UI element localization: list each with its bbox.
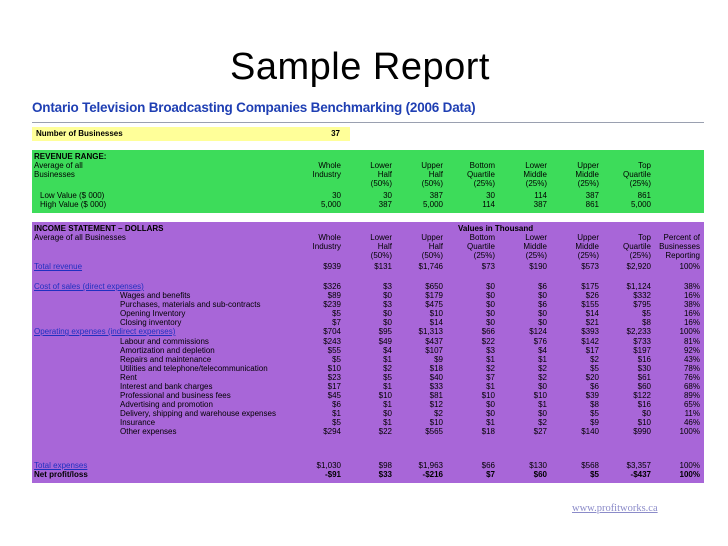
income-row-value: $179 (425, 291, 443, 300)
revenue-row-value: 114 (482, 200, 495, 209)
income-header-cell: (50%) (421, 251, 443, 260)
income-header-cell: Half (377, 242, 392, 251)
income-row-value: 81% (683, 337, 700, 346)
income-row-value: $0 (383, 409, 392, 418)
income-row-value: 100% (679, 427, 700, 436)
income-row-label: Closing inventory (120, 318, 182, 327)
income-row-value: $76 (533, 337, 547, 346)
income-row-value: $26 (585, 291, 599, 300)
income-row-label[interactable]: Total expenses (34, 461, 88, 470)
revenue-header-cell: (25%) (629, 179, 651, 188)
revenue-header-cell: Half (377, 170, 392, 179)
income-row-value: $21 (585, 318, 599, 327)
revenue-row-value: 114 (534, 191, 547, 200)
income-row-value: $142 (581, 337, 599, 346)
income-row-label: Professional and business fees (120, 391, 231, 400)
income-row-value: $393 (581, 327, 599, 336)
income-row-label: Wages and benefits (120, 291, 191, 300)
income-row-value: $2,920 (626, 262, 651, 271)
revenue-header-cell: Lower (525, 161, 547, 170)
income-row-label: Opening Inventory (120, 309, 186, 318)
income-row-value: $10 (429, 309, 443, 318)
income-header-cell: (25%) (473, 251, 495, 260)
income-row-value: $1 (538, 355, 547, 364)
income-row-value: $437 (425, 337, 443, 346)
income-row-value: $175 (581, 282, 599, 291)
income-row-value: $39 (585, 391, 599, 400)
income-values-in: Values in Thousand (458, 224, 534, 233)
income-header-cell: (25%) (629, 251, 651, 260)
income-row-value: $3 (383, 282, 392, 291)
income-row-value: $332 (633, 291, 651, 300)
income-row-label: Other expenses (120, 427, 177, 436)
income-row-value: $1 (383, 418, 392, 427)
revenue-range-sub1: Average of all (34, 161, 83, 170)
income-row-value: -$216 (422, 470, 443, 479)
income-row-value: $733 (633, 337, 651, 346)
income-row-label: Amortization and depletion (120, 346, 215, 355)
income-row-label: Repairs and maintenance (120, 355, 212, 364)
income-row-value: $7 (486, 470, 495, 479)
income-row-value: $0 (383, 318, 392, 327)
income-header-cell: Businesses (659, 242, 700, 251)
income-row-value: $1 (486, 382, 495, 391)
income-header-cell: Percent of (663, 233, 700, 242)
income-header-cell: Top (638, 233, 651, 242)
income-row-value: $0 (486, 291, 495, 300)
income-row-value: $197 (633, 346, 651, 355)
income-row-value: $2 (434, 409, 443, 418)
revenue-row-value: 30 (486, 191, 495, 200)
income-row-value: $61 (637, 373, 651, 382)
income-row-value: $326 (323, 282, 341, 291)
income-row-value: $6 (538, 300, 547, 309)
revenue-row-value: 387 (533, 200, 547, 209)
income-row-value: $17 (327, 382, 341, 391)
revenue-row-value: 387 (429, 191, 443, 200)
income-row-value: $704 (323, 327, 341, 336)
income-row-value: $3 (383, 300, 392, 309)
income-row-value: 100% (679, 262, 700, 271)
income-row-value: 38% (683, 282, 700, 291)
income-row-value: $81 (429, 391, 443, 400)
income-row-value: $10 (378, 391, 392, 400)
income-row-value: $475 (425, 300, 443, 309)
income-row-value: $66 (481, 461, 495, 470)
income-row-value: $0 (486, 282, 495, 291)
income-row-value: $1,313 (418, 327, 443, 336)
income-row-value: $0 (642, 409, 651, 418)
income-row-value: $40 (429, 373, 443, 382)
revenue-header-cell: (25%) (473, 179, 495, 188)
income-title: INCOME STATEMENT – DOLLARS (34, 224, 164, 233)
income-row-value: 16% (683, 309, 700, 318)
income-row-value: $30 (637, 364, 651, 373)
income-row-value: $10 (327, 364, 341, 373)
income-row-value: 38% (683, 300, 700, 309)
income-row-value: $12 (429, 400, 443, 409)
revenue-row-value: 387 (585, 191, 599, 200)
revenue-row-value: 387 (378, 200, 392, 209)
income-row-value: $6 (538, 282, 547, 291)
income-row-value: $95 (378, 327, 392, 336)
income-row-value: $1 (486, 355, 495, 364)
income-row-value: $243 (323, 337, 341, 346)
income-row-value: 16% (683, 291, 700, 300)
income-row-value: $6 (332, 400, 341, 409)
income-row-value: $73 (481, 262, 495, 271)
income-row-value: $1 (332, 409, 341, 418)
income-row-label: Delivery, shipping and warehouse expenses (120, 409, 276, 418)
income-row-value: $0 (538, 318, 547, 327)
income-row-value: $27 (533, 427, 547, 436)
income-row-value: $5 (332, 418, 341, 427)
revenue-header-cell: Quartile (466, 170, 495, 179)
income-row-value: $124 (529, 327, 547, 336)
income-header-cell: Middle (575, 242, 599, 251)
income-row-value: $5 (332, 309, 341, 318)
revenue-header-cell: (25%) (525, 179, 547, 188)
income-row-value: $140 (581, 427, 599, 436)
income-row-value: $190 (529, 262, 547, 271)
income-row-value: $22 (378, 427, 392, 436)
revenue-row-value: 5,000 (422, 200, 443, 209)
income-row-value: $17 (585, 346, 599, 355)
income-row-value: 100% (679, 470, 700, 479)
income-header-cell: Reporting (665, 251, 700, 260)
income-row-value: $650 (425, 282, 443, 291)
income-row-value: 43% (683, 355, 700, 364)
income-row-value: $45 (327, 391, 341, 400)
income-row-value: 68% (683, 382, 700, 391)
income-row-value: $0 (486, 318, 495, 327)
revenue-row-value: 30 (383, 191, 392, 200)
num-businesses-value: 37 (331, 129, 340, 138)
income-row-value: $1 (383, 382, 392, 391)
income-row-value: 89% (683, 391, 700, 400)
revenue-header-cell: Top (638, 161, 651, 170)
income-row-value: $122 (633, 391, 651, 400)
income-row-value: 100% (679, 327, 700, 336)
revenue-row-label: High Value ($ 000) (40, 200, 107, 209)
income-row-value: 78% (683, 364, 700, 373)
revenue-row-value: 5,000 (630, 200, 651, 209)
num-businesses-label: Number of Businesses (36, 129, 123, 138)
income-row-value: -$437 (630, 470, 651, 479)
revenue-row-value: 861 (637, 191, 651, 200)
income-header-cell: Lower (525, 233, 547, 242)
income-row-value: $10 (637, 418, 651, 427)
income-row-value: $5 (332, 355, 341, 364)
income-row-value: $155 (581, 300, 599, 309)
income-row-value: $5 (642, 309, 651, 318)
income-row-value: -$91 (324, 470, 341, 479)
income-row-value: $0 (486, 300, 495, 309)
income-row-value: $16 (637, 400, 651, 409)
income-row-value: $10 (481, 391, 495, 400)
income-row-label: Rent (120, 373, 137, 382)
income-row-value: $2 (486, 364, 495, 373)
income-row-value: $5 (590, 409, 599, 418)
income-row-value: $939 (323, 262, 341, 271)
income-row-value: $2 (538, 364, 547, 373)
income-row-value: $60 (637, 382, 651, 391)
income-row-label: Insurance (120, 418, 156, 427)
income-row-value: 16% (683, 318, 700, 327)
income-row-value: $7 (486, 373, 495, 382)
income-row-value: $5 (590, 364, 599, 373)
income-header-cell: Industry (312, 242, 341, 251)
income-row-value: $49 (378, 337, 392, 346)
income-row-value: $18 (429, 364, 443, 373)
income-row-label: Labour and commissions (120, 337, 209, 346)
income-header-cell: Quartile (622, 242, 651, 251)
income-row-value: $14 (429, 318, 443, 327)
income-row-value: $10 (533, 391, 547, 400)
income-sub: Average of all Businesses (34, 233, 126, 242)
income-row-value: $107 (425, 346, 443, 355)
revenue-header-cell: Half (428, 170, 443, 179)
revenue-row-value: 861 (585, 200, 599, 209)
income-row-value: $0 (486, 309, 495, 318)
income-row-value: $130 (529, 461, 547, 470)
income-row-value: $5 (383, 373, 392, 382)
income-row-value: $990 (633, 427, 651, 436)
slide-title: Sample Report (230, 46, 490, 88)
income-row-value: $18 (481, 427, 495, 436)
income-row-value: $795 (633, 300, 651, 309)
income-row-value: $294 (323, 427, 341, 436)
income-row-value: $66 (481, 327, 495, 336)
revenue-header-cell: Upper (577, 161, 599, 170)
income-row-value: $60 (533, 470, 547, 479)
income-header-cell: (50%) (370, 251, 392, 260)
income-header-cell: Whole (318, 233, 341, 242)
income-row-value: $239 (323, 300, 341, 309)
income-row-value: $1 (383, 400, 392, 409)
income-row-value: 100% (679, 461, 700, 470)
income-row-value: $3 (486, 346, 495, 355)
income-row-value: 65% (683, 400, 700, 409)
income-header-cell: Upper (421, 233, 443, 242)
income-row-value: $0 (383, 291, 392, 300)
income-row-value: $2 (538, 418, 547, 427)
title-divider (32, 122, 704, 123)
income-row-value: $131 (374, 262, 392, 271)
income-row-value: $23 (327, 373, 341, 382)
income-row-label[interactable]: Total revenue (34, 262, 83, 271)
income-header-cell: Quartile (466, 242, 495, 251)
income-row-value: 11% (684, 409, 700, 418)
revenue-row-value: 5,000 (320, 200, 341, 209)
income-row-value: $0 (486, 400, 495, 409)
income-row-value: $33 (429, 382, 443, 391)
revenue-header-cell: Bottom (469, 161, 495, 170)
income-row-value: $2 (383, 364, 392, 373)
income-header-cell: Lower (370, 233, 392, 242)
income-header-cell: (25%) (577, 251, 599, 260)
income-row-value: 76% (683, 373, 700, 382)
income-row-value: $2,233 (626, 327, 651, 336)
income-row-value: $0 (538, 291, 547, 300)
revenue-range-sub2: Businesses (34, 170, 75, 179)
revenue-header-cell: Upper (421, 161, 443, 170)
income-row-value: $9 (590, 418, 599, 427)
income-header-cell: Upper (577, 233, 599, 242)
income-header-cell: Bottom (469, 233, 495, 242)
income-row-value: $1,746 (418, 262, 443, 271)
revenue-header-cell: Lower (370, 161, 392, 170)
income-row-value: $1 (538, 400, 547, 409)
income-row-value: $22 (481, 337, 495, 346)
revenue-row-label: Low Value ($ 000) (40, 191, 105, 200)
income-row-value: $4 (538, 346, 547, 355)
income-row-value: $8 (590, 400, 599, 409)
report-title: Ontario Television Broadcasting Companies Benchmarking (2006 Data) (32, 100, 476, 115)
income-row-value: $6 (590, 382, 599, 391)
income-row-value: 92% (683, 346, 700, 355)
income-row-value: $89 (327, 291, 341, 300)
revenue-header-cell: Whole (318, 161, 341, 170)
income-row-value: $55 (327, 346, 341, 355)
revenue-header-cell: Industry (312, 170, 341, 179)
income-row-value: $0 (538, 309, 547, 318)
revenue-range-title: REVENUE RANGE: (34, 152, 107, 161)
income-row-label[interactable]: Operating expenses (indirect expenses) (34, 327, 176, 336)
income-row-value: $0 (538, 409, 547, 418)
income-row-value: $568 (581, 461, 599, 470)
income-row-value: $9 (434, 355, 443, 364)
income-row-value: $1,963 (418, 461, 443, 470)
income-row-value: $10 (429, 418, 443, 427)
revenue-header-cell: (50%) (370, 179, 392, 188)
revenue-header-cell: Middle (523, 170, 547, 179)
income-row-value: $2 (590, 355, 599, 364)
income-header-cell: (25%) (525, 251, 547, 260)
income-row-value: $1,030 (316, 461, 341, 470)
income-row-value: 46% (683, 418, 700, 427)
income-row-value: $8 (642, 318, 651, 327)
income-row-value: $14 (585, 309, 599, 318)
income-row-label: Interest and bank charges (120, 382, 213, 391)
income-row-value: $0 (486, 409, 495, 418)
income-row-value: $16 (637, 355, 651, 364)
income-row-value: $20 (585, 373, 599, 382)
revenue-row-value: 30 (332, 191, 341, 200)
income-row-value: $0 (538, 382, 547, 391)
income-row-value: $1 (383, 355, 392, 364)
footer-link[interactable]: www.profitworks.ca (572, 503, 658, 514)
income-row-value: $98 (378, 461, 392, 470)
income-row-value: $1,124 (626, 282, 651, 291)
income-row-value: $1 (486, 418, 495, 427)
income-row-label[interactable]: Cost of sales (direct expenses) (34, 282, 144, 291)
income-row-label: Purchases, materials and sub-contracts (120, 300, 261, 309)
income-row-label: Advertising and promotion (120, 400, 213, 409)
income-row-value: $0 (383, 309, 392, 318)
income-header-cell: Half (428, 242, 443, 251)
income-header-cell: Middle (523, 242, 547, 251)
income-row-value: $33 (378, 470, 392, 479)
income-row-label: Utilities and telephone/telecommunication (120, 364, 268, 373)
income-row-label: Net profit/loss (34, 470, 88, 479)
revenue-header-cell: Middle (575, 170, 599, 179)
income-row-value: $565 (425, 427, 443, 436)
revenue-header-cell: (50%) (421, 179, 443, 188)
income-row-value: $573 (581, 262, 599, 271)
income-row-value: $2 (538, 373, 547, 382)
income-row-value: $7 (332, 318, 341, 327)
income-row-value: $3,357 (626, 461, 651, 470)
income-row-value: $4 (383, 346, 392, 355)
income-row-value: $5 (590, 470, 599, 479)
revenue-header-cell: (25%) (577, 179, 599, 188)
revenue-header-cell: Quartile (622, 170, 651, 179)
